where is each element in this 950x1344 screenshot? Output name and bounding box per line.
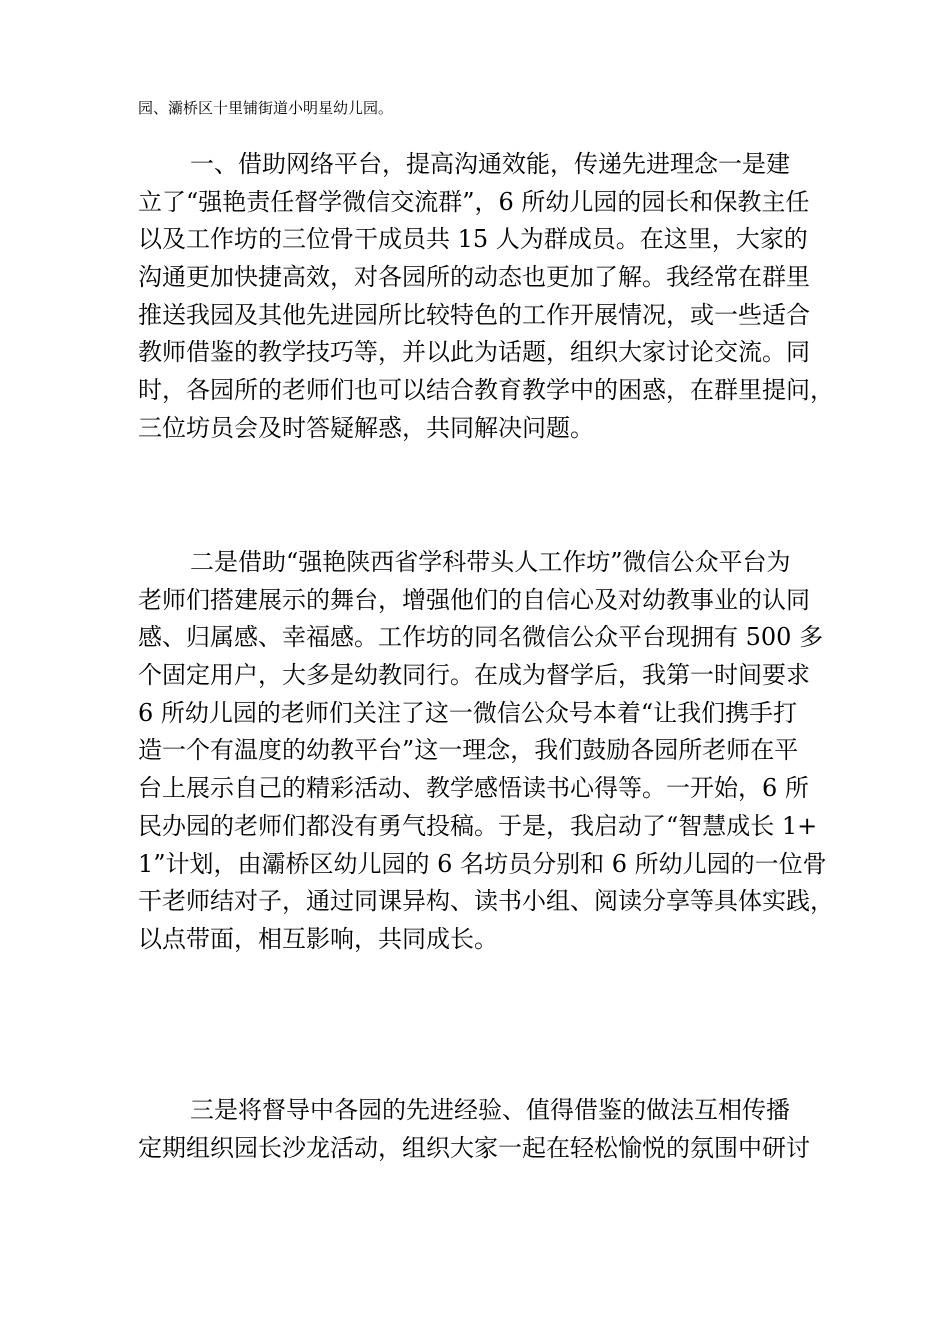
text-line: 三是将督导中各园的先进经验、值得借鉴的做法互相传播 (190, 1096, 790, 1124)
continuation-line: 园、灞桥区十里铺街道小明星幼儿园。 (138, 99, 394, 117)
text-line: 干老师结对子，通过同课异构、读书小组、阅读分享等具体实践， (138, 887, 834, 916)
text-line: 个固定用户，大多是幼教同行。在成为督学后，我第一时间要求 (138, 661, 810, 690)
text-line: 台上展示自己的精彩活动、教学感悟读书心得等。一开始，6 所 (138, 774, 809, 803)
paragraph-2 (138, 544, 838, 959)
text-line: 以及工作坊的三位骨干成员共 15 人为群成员。在这里，大家的 (138, 225, 808, 254)
paragraph-3 (138, 1092, 838, 1167)
text-line: 三位坊员会及时答疑解惑，共同解决问题。 (138, 413, 594, 442)
text-line: 一、借助网络平台，提高沟通效能，传递先进理念一是建 (190, 150, 790, 178)
text-line: 立了“强艳责任督学微信交流群”，6 所幼儿园的园长和保教主任 (138, 187, 810, 216)
text-line: 1”计划，由灞桥区幼儿园的 6 名坊员分别和 6 所幼儿园的一位骨 (138, 849, 827, 878)
text-line: 感、归属感、幸福感。工作坊的同名微信公众平台现拥有 500 多 (138, 623, 824, 652)
text-line: 二是借助“强艳陕西省学科带头人工作坊”微信公众平台为 (190, 548, 791, 576)
text-line: 沟通更加快捷高效，对各园所的动态也更加了解。我经常在群里 (138, 263, 810, 292)
paragraph-1 (138, 146, 838, 448)
text-line: 6 所幼儿园的老师们关注了这一微信公众号本着“让我们携手打 (138, 698, 798, 727)
text-line: 老师们搭建展示的舞台，增强他们的自信心及对幼教事业的认同 (138, 585, 810, 614)
text-line: 造一个有温度的幼教平台”这一理念，我们鼓励各园所老师在平 (138, 736, 799, 765)
text-line: 教师借鉴的教学技巧等，并以此为话题，组织大家讨论交流。同 (138, 338, 810, 367)
text-line: 时，各园所的老师们也可以结合教育教学中的困惑，在群里提问， (138, 376, 834, 405)
text-line: 推送我园及其他先进园所比较特色的工作开展情况，或一些适合 (138, 300, 810, 329)
text-line: 以点带面，相互影响，共同成长。 (138, 924, 498, 953)
text-line: 定期组织园长沙龙活动，组织大家一起在轻松愉悦的氛围中研讨 (138, 1133, 810, 1162)
text-line: 民办园的老师们都没有勇气投稿。于是，我启动了“智慧成长 1+ (138, 811, 818, 840)
